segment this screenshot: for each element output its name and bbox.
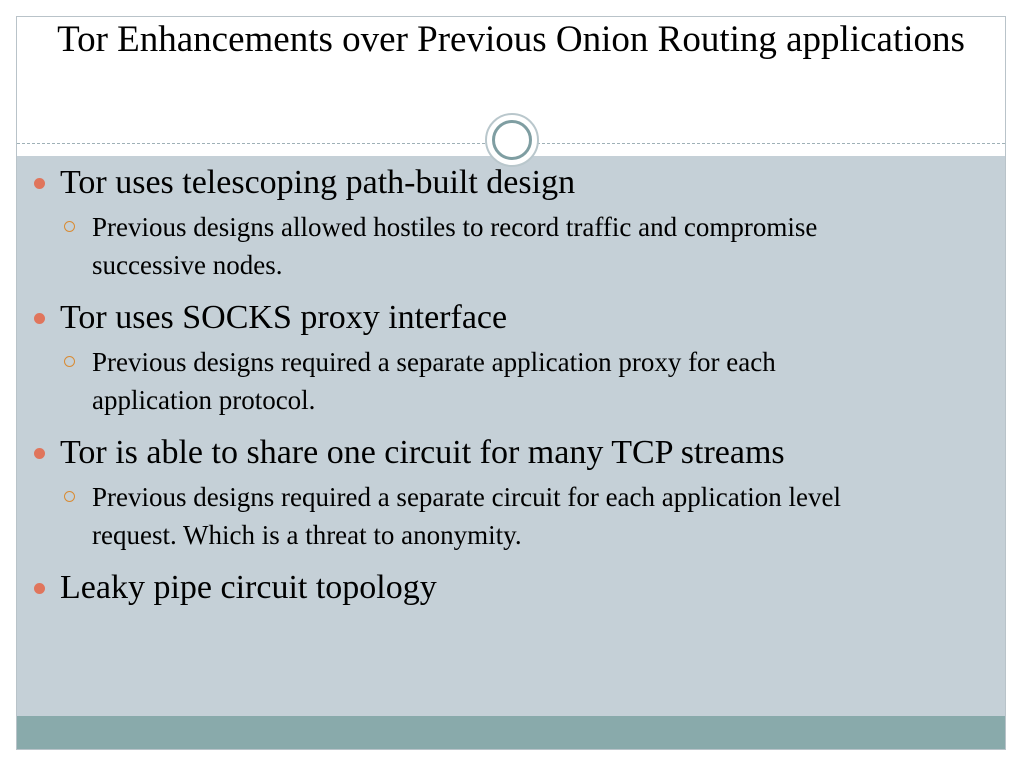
bullet-text: Leaky pipe circuit topology <box>60 569 437 606</box>
filled-dot-bullet-icon <box>34 313 45 324</box>
bullet-item <box>32 163 972 203</box>
filled-dot-bullet-icon <box>34 178 45 189</box>
bullet-text: Tor uses telescoping path-built design <box>60 164 576 201</box>
footer-band <box>17 716 1005 749</box>
sub-bullet-item <box>32 478 892 554</box>
sub-bullet-text: Previous designs required a separate circuit for each application level request. Which is a threat to anonymity. <box>92 482 841 550</box>
bullet-item <box>32 298 972 338</box>
circle-ornament-inner-ring <box>492 120 532 160</box>
sub-bullet-item <box>32 208 892 284</box>
hollow-ring-bullet-icon <box>64 221 75 232</box>
bullet-text: Tor uses SOCKS proxy interface <box>60 299 508 336</box>
circle-ornament-icon <box>485 113 539 167</box>
bullet-item <box>32 433 972 473</box>
slide-title: Tor Enhancements over Previous Onion Routing applications <box>57 19 965 60</box>
sub-bullet-text: Previous designs required a separate application proxy for each application protocol. <box>92 347 776 415</box>
sub-bullet-text: Previous designs allowed hostiles to record traffic and compromise successive nodes. <box>92 212 818 280</box>
bullet-text: Tor is able to share one circuit for many TCP streams <box>60 434 785 471</box>
bullet-item <box>32 568 972 608</box>
filled-dot-bullet-icon <box>34 583 45 594</box>
bullet-list <box>32 163 972 613</box>
hollow-ring-bullet-icon <box>64 356 75 367</box>
sub-bullet-item <box>32 343 892 419</box>
hollow-ring-bullet-icon <box>64 491 75 502</box>
filled-dot-bullet-icon <box>34 448 45 459</box>
